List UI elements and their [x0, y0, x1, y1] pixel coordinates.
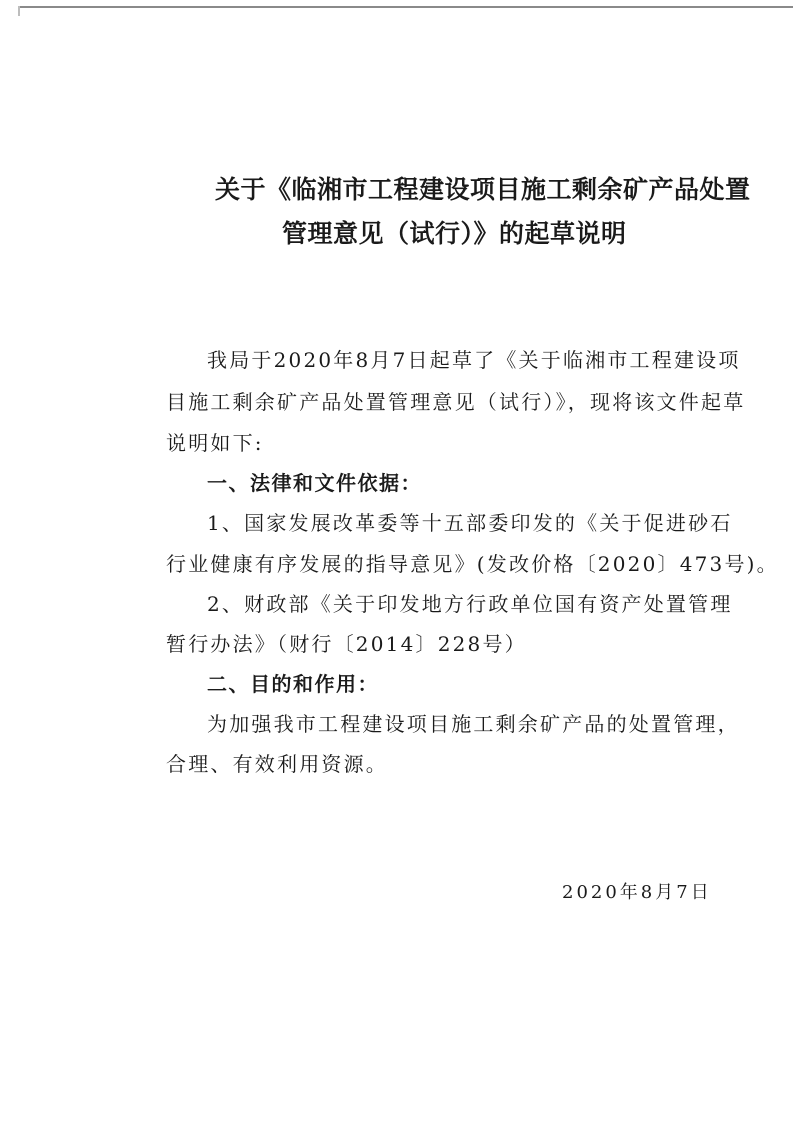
- signature-date: 2020年8月7日: [562, 882, 712, 903]
- item-2-line-2: 暂行办法》（财行〔2014〕228号）: [166, 632, 527, 656]
- scan-border-line: [20, 6, 793, 8]
- section-heading-purpose: 二、目的和作用：: [207, 672, 379, 696]
- paragraph-intro-line-2: 目施工剩余矿产品处置管理意见（试行）》，现将该文件起草: [166, 390, 746, 414]
- paragraph-intro-line-1: 我局于2020年8月7日起草了《关于临湘市工程建设项: [207, 348, 741, 372]
- item-2-line-1: 2、财政部《关于印发地方行政单位国有资产处置管理: [207, 592, 733, 616]
- document-title-line-1: 关于《临湘市工程建设项目施工剩余矿产品处置: [215, 175, 751, 204]
- item-1-line-2: 行业健康有序发展的指导意见》(发改价格〔2020〕473号)。: [166, 552, 779, 576]
- paragraph-purpose-line-1: 为加强我市工程建设项目施工剩余矿产品的处置管理，: [207, 712, 740, 736]
- paragraph-purpose-line-2: 合理、有效利用资源。: [166, 752, 388, 776]
- scan-border-tick: [18, 6, 20, 16]
- item-1-line-1: 1、国家发展改革委等十五部委印发的《关于促进砂石: [207, 511, 733, 535]
- paragraph-intro-line-3: 说明如下:: [166, 431, 264, 455]
- section-heading-legal-basis: 一、法律和文件依据：: [207, 471, 422, 495]
- document-title-line-2: 管理意见（试行）》的起草说明: [282, 219, 627, 248]
